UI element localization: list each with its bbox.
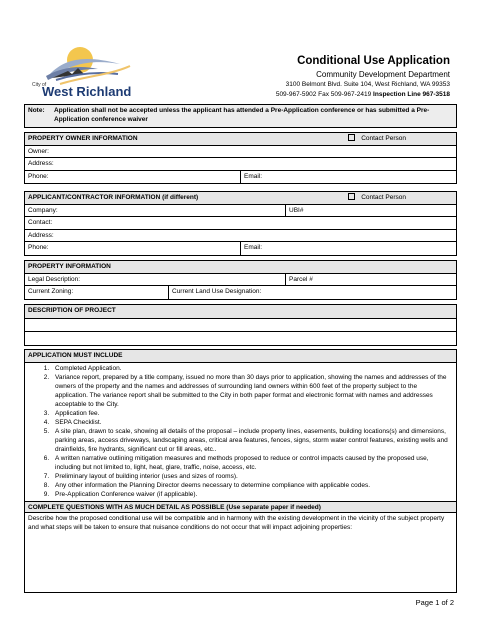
owner-contact-person-option[interactable] bbox=[348, 133, 406, 145]
logo-graphic bbox=[26, 40, 134, 100]
compatibility-question-text: Describe how the proposed conditional use will be compatible and in harmony with the existing development in the vicinity of the subject property and what steps will be taken to ensure that nuisance conditions do not occur that will impact adjoining properties: bbox=[28, 515, 445, 531]
note-box bbox=[24, 104, 457, 128]
application-requirements-section bbox=[24, 349, 457, 593]
owner-email-label: Email: bbox=[244, 172, 263, 180]
list-item: 4. SEPA Checklist. bbox=[51, 418, 450, 427]
owner-contact-person-label: Contact Person bbox=[361, 135, 406, 142]
applicant-address-field[interactable] bbox=[25, 230, 456, 243]
project-description-section bbox=[24, 304, 457, 346]
list-item: 5. A site plan, drawn to scale, showing all details of the proposal – include property lines, easements, building locations(s) and dimensions, parking areas, access driveways, landscaping areas, critical area features, fences, signs, storm water control features, existing wells and drainfields, fire hydrants, significant cut or fill areas, etc.. bbox=[51, 427, 450, 454]
page-number: Page 1 of 2 bbox=[415, 598, 454, 607]
department-name: Community Development Department bbox=[316, 70, 450, 79]
company-ubi-row bbox=[25, 205, 456, 218]
requirements-list bbox=[25, 363, 456, 501]
ubi-label: UBI# bbox=[289, 206, 304, 214]
applicant-heading-text: APPLICANT/CONTRACTOR INFORMATION (if different) bbox=[28, 194, 199, 201]
applicant-address-label: Address: bbox=[28, 231, 54, 239]
property-info-section bbox=[24, 260, 457, 300]
owner-address-label: Address: bbox=[28, 160, 54, 167]
contact-line bbox=[276, 90, 450, 100]
property-owner-section bbox=[24, 132, 457, 184]
list-item: 7. Preliminary layout of building interior (uses and sizes of rooms). bbox=[51, 472, 450, 481]
requirements-heading bbox=[25, 350, 456, 363]
department-address: 3100 Belmont Blvd. Suite 104, West Richland, WA 99353 bbox=[285, 81, 450, 88]
project-description-heading bbox=[25, 305, 456, 319]
questions-heading bbox=[25, 501, 456, 514]
property-info-heading-text: PROPERTY INFORMATION bbox=[28, 263, 111, 270]
owner-field[interactable] bbox=[25, 146, 456, 159]
checkbox-icon[interactable] bbox=[348, 134, 355, 141]
applicant-phone-email-row bbox=[25, 242, 456, 255]
contact-label: Contact: bbox=[28, 219, 53, 226]
owner-phone-label[interactable]: Phone: bbox=[28, 172, 49, 180]
applicant-contact-person-option[interactable] bbox=[348, 192, 406, 204]
logo-name: West Richland bbox=[42, 84, 132, 99]
parcel-field[interactable] bbox=[285, 274, 456, 286]
property-info-heading bbox=[25, 261, 456, 274]
list-item: 9. Pre-Application Conference waiver (if applicable). bbox=[51, 490, 450, 499]
document-header bbox=[276, 54, 450, 100]
property-owner-heading bbox=[25, 133, 456, 146]
page-title: Conditional Use Application bbox=[297, 55, 450, 67]
legal-description-label[interactable]: Legal Description: bbox=[28, 275, 81, 283]
inspection-line: Inspection Line 967-3518 bbox=[373, 91, 450, 98]
current-zoning-label[interactable]: Current Zoning: bbox=[28, 288, 74, 295]
phone-fax: 509-967-5902 Fax 509-967-2419 bbox=[275, 91, 372, 98]
land-use-label: Current Land Use Designation: bbox=[172, 288, 262, 295]
ubi-field[interactable] bbox=[285, 205, 456, 217]
city-logo bbox=[26, 40, 134, 100]
legal-parcel-row bbox=[25, 274, 456, 287]
land-use-field[interactable] bbox=[168, 286, 456, 299]
owner-address-field[interactable] bbox=[25, 158, 456, 171]
list-item: 6. A written narrative outlining mitigation measures and methods proposed to reduce or control impacts caused by the proposed use, including but not limited to, light, heat, glare, traffic, noise, access, etc. bbox=[51, 454, 450, 472]
project-description-heading-text: DESCRIPTION OF PROJECT bbox=[28, 307, 116, 314]
project-description-line[interactable] bbox=[25, 332, 456, 345]
checkbox-icon[interactable] bbox=[348, 193, 355, 200]
parcel-label: Parcel # bbox=[289, 275, 313, 283]
note-text: Application shall not be accepted unless the applicant has attended a Pre-Application conference or has submitted a Pre-Application conference waiver bbox=[54, 107, 430, 123]
note-label: Note: bbox=[28, 107, 45, 114]
questions-heading-text: COMPLETE QUESTIONS WITH AS MUCH DETAIL AS POSSIBLE bbox=[28, 503, 225, 511]
owner-email-field[interactable] bbox=[240, 171, 456, 184]
list-item: 8. Any other information the Planning Director deems necessary to determine compliance with applicable codes. bbox=[51, 481, 450, 490]
owner-label: Owner: bbox=[28, 147, 49, 155]
owner-phone-email-row bbox=[25, 171, 456, 184]
compatibility-question[interactable] bbox=[25, 513, 456, 592]
applicant-heading bbox=[25, 192, 456, 205]
requirements-heading-text: APPLICATION MUST INCLUDE bbox=[28, 352, 123, 359]
project-description-line[interactable] bbox=[25, 319, 456, 332]
list-item: 2. Variance report, prepared by a title company, issued no more than 30 days prior to application, showing the names and addresses of the owners of the property and the names and addresses of surrounding land owners within 600 feet of the property subject to the application. The variance report shall be submitted to the City in both paper format and electronic format with names and addresses acceptable to the City. bbox=[51, 373, 450, 409]
applicant-contact-person-label: Contact Person bbox=[361, 194, 406, 201]
property-owner-heading-text: PROPERTY OWNER INFORMATION bbox=[28, 135, 138, 142]
applicant-email-field[interactable] bbox=[240, 242, 456, 255]
zoning-row bbox=[25, 286, 456, 299]
applicant-phone-label[interactable]: Phone: bbox=[28, 244, 49, 251]
applicant-email-label: Email: bbox=[244, 244, 263, 251]
questions-heading-note: (Use separate paper if needed) bbox=[226, 503, 321, 511]
list-item: 1. Completed Application. bbox=[51, 364, 450, 373]
contact-field[interactable] bbox=[25, 217, 456, 230]
logo-city-of: City of bbox=[32, 82, 47, 88]
list-item: 3. Application fee. bbox=[51, 409, 450, 418]
applicant-section bbox=[24, 191, 457, 256]
company-label[interactable]: Company: bbox=[28, 206, 58, 214]
